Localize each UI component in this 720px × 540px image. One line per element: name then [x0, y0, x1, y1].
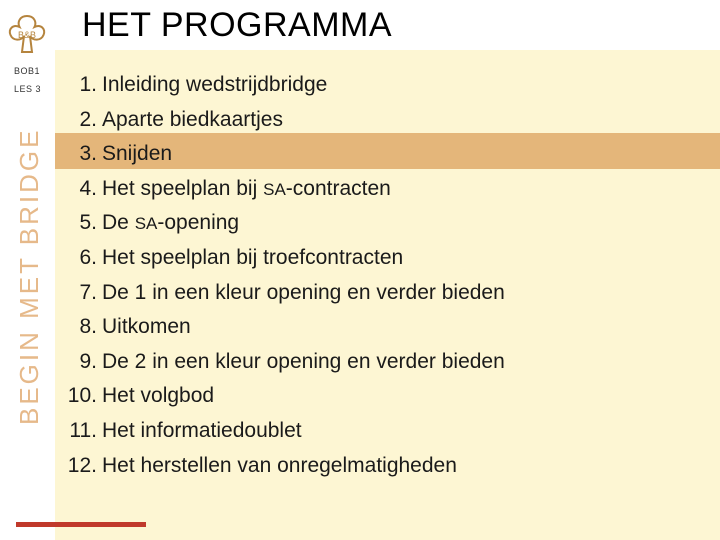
program-item-text-post: -contracten — [285, 176, 391, 200]
program-item-abbreviation: SA — [134, 214, 158, 234]
program-item-number: 8. — [79, 315, 97, 339]
slide-title: HET PROGRAMMA — [82, 6, 393, 44]
program-item-text: Uitkomen — [102, 315, 191, 339]
lesson-code: LES 3 — [14, 84, 42, 94]
program-item-number: 9. — [79, 349, 97, 373]
program-item-text: Snijden — [102, 142, 173, 166]
program-item-text: Het volgbod — [102, 384, 215, 408]
program-item-text-pre: Het speelplan bij — [102, 176, 264, 200]
course-code: BOB1 — [14, 66, 41, 76]
program-item-number: 7. — [79, 280, 97, 304]
accent-line — [16, 522, 146, 527]
program-item-number: 2. — [79, 107, 97, 131]
program-item-text: De 2 in een kleur opening en verder bieden — [102, 349, 505, 373]
program-item-text: Aparte biedkaartjes — [102, 107, 283, 131]
program-item-number: 5. — [79, 211, 97, 235]
program-item-text-post: -opening — [157, 211, 240, 235]
program-item-text — [102, 174, 391, 205]
program-item-number: 10. — [67, 384, 97, 408]
bridge-club-logo — [6, 14, 48, 56]
program-item-text: Inleiding wedstrijdbridge — [102, 73, 328, 96]
program-item-number: 3. — [79, 142, 97, 166]
program-item-number: 4. — [79, 176, 97, 200]
program-item-number: 11. — [69, 418, 97, 442]
program-item-abbreviation: SA — [263, 179, 286, 199]
program-item-number: 6. — [79, 245, 97, 269]
program-item-number: 1. — [79, 73, 97, 96]
program-item-text: De 1 in een kleur opening en verder bieden — [102, 280, 505, 304]
logo-text: B&B — [17, 30, 37, 40]
vertical-brand-text: BEGIN MET BRIDGE — [14, 127, 44, 425]
program-item-text: Het informatiedoublet — [102, 418, 302, 442]
program-item-text: Het herstellen van onregelmatigheden — [102, 453, 457, 477]
program-item-text — [102, 208, 239, 239]
program-item-text-pre: De — [102, 211, 135, 235]
program-item-text: Het speelplan bij troefcontracten — [102, 245, 404, 269]
program-item-number: 12. — [67, 453, 97, 477]
